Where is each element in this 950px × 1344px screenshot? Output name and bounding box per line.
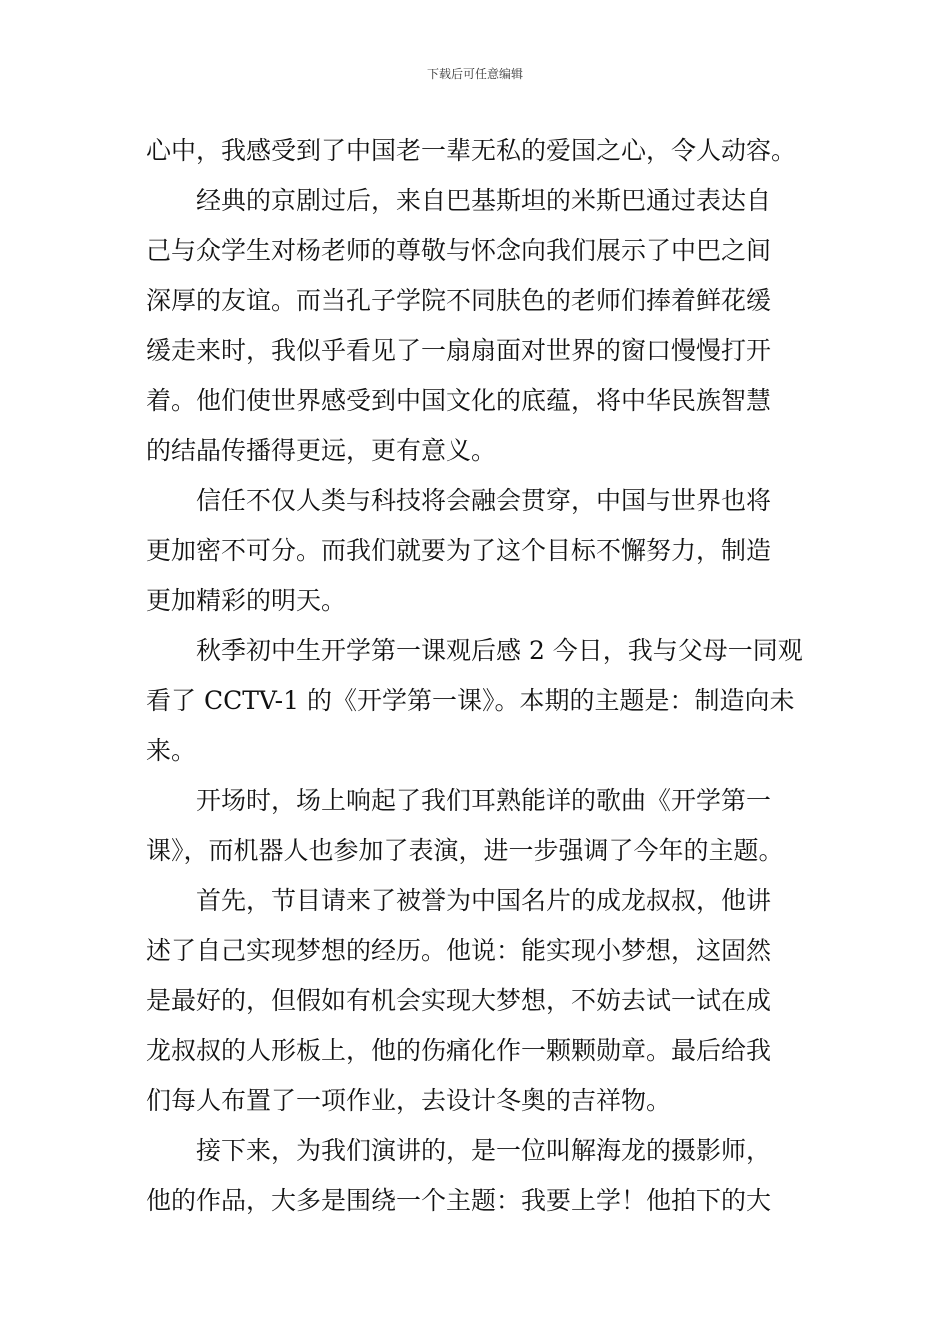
text-line-20: 们每人布置了一项作业，去设计冬奥的吉祥物。: [146, 1086, 672, 1115]
text-line-13: 来。: [146, 736, 197, 765]
text-line-17: 述了自己实现梦想的经历。他说：能实现小梦想，这固然: [146, 936, 772, 965]
text-line-11: 秋季初中生开学第一课观后感 2 今日，我与父母一同观: [196, 636, 803, 665]
text-line-14: 开场时，场上响起了我们耳熟能详的歌曲《开学第一: [196, 786, 772, 815]
text-line-5: 缓走来时，我似乎看见了一扇扇面对世界的窗口慢慢打开: [146, 336, 772, 365]
text-line-9: 更加密不可分。而我们就要为了这个目标不懈努力，制造: [146, 536, 772, 565]
page-header: 下载后可任意编辑: [426, 67, 523, 81]
text-line-16: 首先，节目请来了被誉为中国名片的成龙叔叔，他讲: [196, 886, 772, 915]
text-line-22: 他的作品，大多是围绕一个主题：我要上学！他拍下的大: [146, 1186, 772, 1215]
text-line-15: 课》，而机器人也参加了表演，进一步强调了今年的主题。: [146, 836, 784, 865]
text-line-6: 着。他们使世界感受到中国文化的底蕴，将中华民族智慧: [146, 386, 772, 415]
text-line-2: 经典的京剧过后，来自巴基斯坦的米斯巴通过表达自: [196, 186, 772, 215]
text-line-18: 是最好的，但假如有机会实现大梦想，不妨去试一试在成: [146, 986, 772, 1015]
text-line-21: 接下来，为我们演讲的，是一位叫解海龙的摄影师，: [196, 1136, 772, 1165]
text-line-7: 的结晶传播得更远，更有意义。: [146, 436, 497, 465]
text-line-1: 心中，我感受到了中国老一辈无私的爱国之心，令人动容。: [146, 136, 797, 165]
text-line-4: 深厚的友谊。而当孔子学院不同肤色的老师们捧着鲜花缓: [146, 286, 772, 315]
text-line-12: 看了 CCTV-1 的《开学第一课》。本期的主题是：制造向未: [146, 686, 795, 715]
text-line-3: 己与众学生对杨老师的尊敬与怀念向我们展示了中巴之间: [146, 236, 772, 265]
document-body: [146, 126, 806, 1226]
text-line-8: 信任不仅人类与科技将会融会贯穿，中国与世界也将: [196, 486, 772, 515]
text-line-19: 龙叔叔的人形板上，他的伤痛化作一颗颗勋章。最后给我: [146, 1036, 772, 1065]
text-line-10: 更加精彩的明天。: [146, 586, 347, 615]
